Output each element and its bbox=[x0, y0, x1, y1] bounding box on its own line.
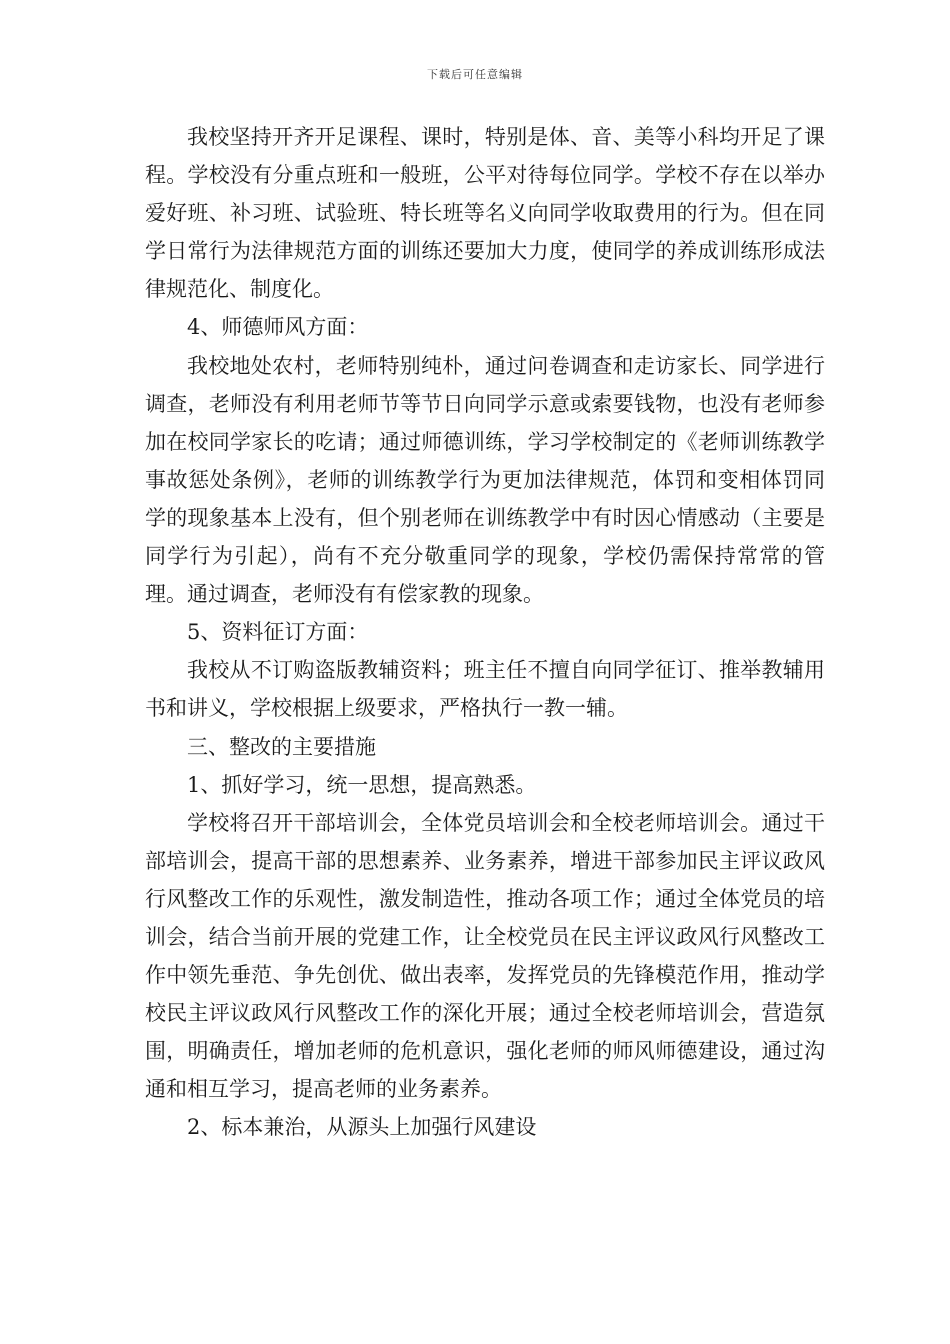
section-heading-materials: 5、资料征订方面： bbox=[187, 620, 369, 645]
subheading-study: 1、抓好学习，统一思想，提高熟悉。 bbox=[187, 772, 537, 797]
paragraph-curriculum: 我校坚持开齐开足课程、课时，特别是体、音、美等小科均开足了课程。学校没有分重点班和一般班，公平对待每位同学。学校不存在以举办爱好班、补习班、试验班、特长班等名义向同学收取费用的行为。但在同学日常行为法律规范方面的训练还要加大力度，使同学的养成训练形成法律规范化、制度化。 bbox=[145, 125, 825, 302]
section-heading-teacher-ethics: 4、师德师风方面： bbox=[187, 315, 369, 340]
document-body bbox=[145, 118, 825, 1147]
page-header: 下载后可任意编辑 bbox=[427, 68, 523, 81]
paragraph-materials: 我校从不订购盗版教辅资料；班主任不擅自向同学征订、推举教辅用书和讲义，学校根据上级要求，严格执行一教一辅。 bbox=[145, 658, 825, 721]
section-heading-measures: 三、整改的主要措施 bbox=[187, 734, 376, 759]
paragraph-training: 学校将召开干部培训会，全体党员培训会和全校老师培训会。通过干部培训会，提高干部的思想素养、业务素养，增进干部参加民主评议政风行风整改工作的乐观性，激发制造性，推动各项工作；通过全体党员的培训会，结合当前开展的党建工作，让全校党员在民主评议政风行风整改工作中领先垂范、争先创优、做出表率，发挥党员的先锋模范作用，推动学校民主评议政风行风整改工作的深化开展；通过全校老师培训会，营造氛围，明确责任，增加老师的危机意识，强化老师的师风师德建设，通过沟通和相互学习，提高老师的业务素养。 bbox=[145, 810, 825, 1102]
paragraph-teacher-ethics: 我校地处农村，老师特别纯朴，通过问卷调查和走访家长、同学进行调查，老师没有利用老师节等节日向同学示意或索要钱物，也没有老师参加在校同学家长的吃请；通过师德训练，学习学校制定的《老师训练教学事故惩处条例》，老师的训练教学行为更加法律规范，体罚和变相体罚同学的现象基本上没有，但个别老师在训练教学中有时因心情感动（主要是同学行为引起），尚有不充分敬重同学的现象，学校仍需保持常常的管理。通过调查，老师没有有偿家教的现象。 bbox=[145, 353, 825, 607]
subheading-source-control: 2、标本兼治，从源头上加强行风建设 bbox=[187, 1115, 537, 1140]
